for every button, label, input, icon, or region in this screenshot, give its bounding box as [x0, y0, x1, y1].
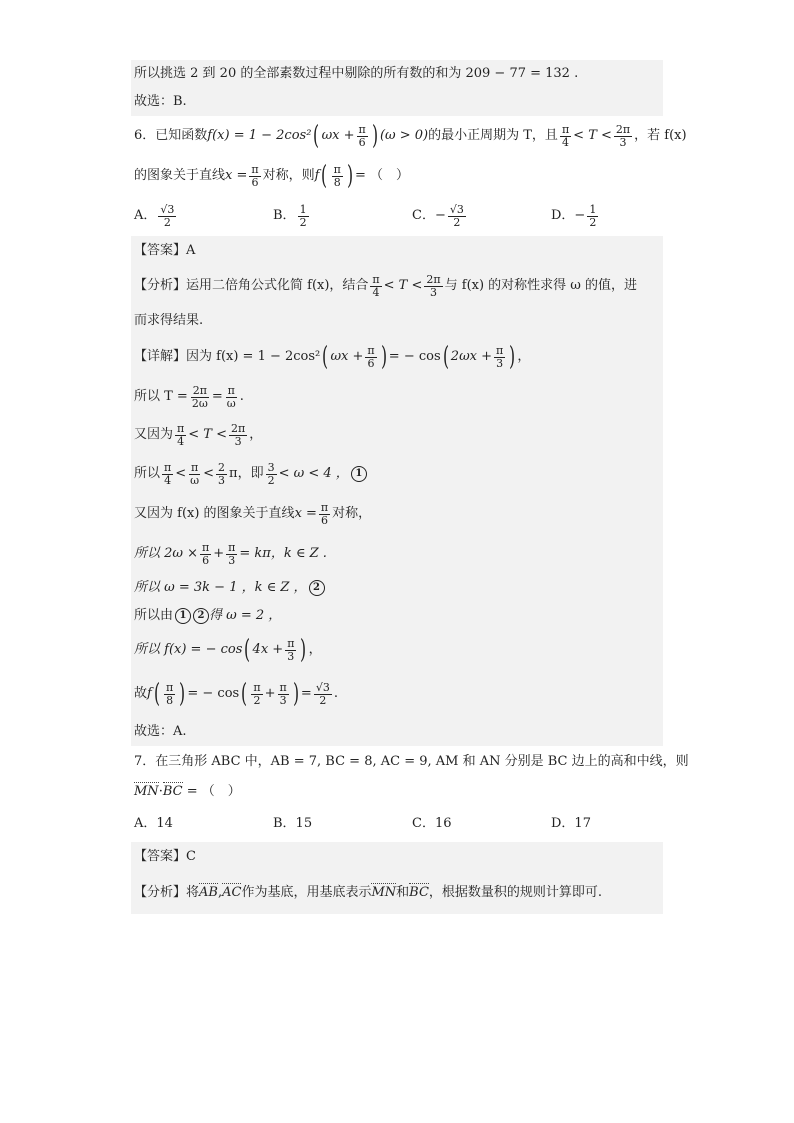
option-c[interactable]: C．16 [412, 816, 452, 831]
text: 6．已知函数 [134, 128, 208, 143]
detail-line-1: 【详解】因为 f(x) = 1 − 2cos² ( ωx + $\frac{\pi}{6}$ ) = − cos ( 2ωx + $\frac{\pi}{3}$ ) ， [131, 336, 663, 378]
detail-line-6: 所以 2ω × $\frac{\pi}{6}$ + $\frac{\pi}{3}$ = kπ，k ∈ Z . [131, 534, 663, 574]
paren: ( [313, 121, 320, 151]
detail-line-7: 所以 ω = 3k − 1 ，k ∈ Z ， 2 [131, 574, 663, 602]
fraction: $\frac{\pi}{8}$ [333, 162, 341, 189]
option-d[interactable]: D．17 [551, 816, 591, 831]
detail-line-9: 所以 f(x) = − cos ( 4x + $\frac{\pi}{3}$ ) ， [131, 630, 663, 670]
detail-line-8: 所以由 1 2 得 ω = 2 ， [131, 602, 663, 630]
question-6-options [131, 196, 663, 236]
option-c[interactable]: C．− $\frac{√3}{2}$ [412, 202, 464, 229]
question-7-line2: MN · BC = （ ） [134, 784, 241, 799]
math: x = [225, 168, 248, 183]
option-a[interactable]: A． $\frac{√3}{2}$ [134, 202, 175, 229]
circled-2: 2 [193, 608, 209, 624]
question-6 [131, 116, 687, 156]
detail-line-5: 又因为 f(x) 的图象关于直线 x = $\frac{\pi}{6}$ 对称， [131, 494, 663, 534]
text: 对称，则 [262, 168, 315, 183]
math: < T < [573, 128, 612, 143]
fraction: $\frac{2\pi}{3}$ [615, 122, 631, 149]
detail-line-11: 故选：A. [131, 718, 663, 746]
option-b[interactable]: B．15 [273, 816, 313, 831]
text: 的图象关于直线 [134, 168, 226, 183]
fraction: $\frac{\pi}{6}$ [251, 162, 259, 189]
math: f(x) = 1 − 2cos² [207, 128, 312, 143]
option-d[interactable]: D．− $\frac{1}{2}$ [551, 202, 597, 229]
question-6-line2: 的图象关于直线 x = $\frac{\pi}{6}$ 对称，则 f ( $\frac{\pi}{8}$ ) = （ ） [134, 161, 410, 191]
analysis-6-cont: 而求得结果. [131, 306, 663, 336]
fraction: $\frac{\pi}{6}$ [358, 122, 366, 149]
analysis-7: 【分析】将 AB , AC 作为基底，用基底表示 MN 和 BC ，根据数量积的规则计算即可. [131, 872, 663, 914]
math: f [314, 168, 320, 183]
text: = （ ） [354, 168, 410, 183]
circled-1: 1 [351, 466, 367, 482]
math: ωx + [321, 128, 355, 143]
detail-line-4: 所以 $\frac{\pi}{4}$ < $\frac{\pi}{\omega}$ < $\frac{2}{3}$ π ，即 $\frac{3}{2}$ < ω < 4 ， 1 [131, 454, 663, 494]
option-a[interactable]: A．14 [134, 816, 173, 831]
detail-line-2: 所以 T = $\frac{2\pi}{2\omega}$ = $\frac{\pi}{\omega}$ . [131, 378, 663, 416]
text-line [131, 88, 663, 116]
answer-6: 【答案】A [131, 236, 663, 266]
fraction: $\frac{\pi}{4}$ [561, 122, 570, 149]
text: 的最小正周期为 T，且 [428, 128, 558, 143]
circled-1: 1 [175, 608, 191, 624]
answer-7: 【答案】C [131, 842, 663, 872]
paren: ) [371, 121, 378, 151]
analysis-6: 【分析】运用二倍角公式化简 f(x)，结合 $\frac{\pi}{4}$ < T < $\frac{2\pi}{3}$ 与 f(x) 的对称性求得 ω 的值，进 [131, 266, 663, 306]
question-7-options [131, 806, 663, 842]
text: ，若 f(x) [634, 128, 687, 143]
math: (ω > 0) [379, 128, 429, 143]
circled-2: 2 [309, 580, 325, 596]
document-page [131, 60, 689, 914]
text-line [131, 60, 663, 88]
text: 故选：B. [134, 94, 187, 109]
detail-line-10: 故 f ( $\frac{\pi}{8}$ ) = − cos ( $\frac{\pi}{2}$ + $\frac{\pi}{3}$ ) = $\frac{√3}{2}$ . [131, 670, 663, 718]
text: 所以挑选 2 到 20 的全部素数过程中剔除的所有数的和为 209 − 77 = 132 . [134, 66, 579, 81]
question-7: 7．在三角形 ABC 中，AB = 7, BC = 8, AC = 9, AM 和 AN 分别是 BC 边上的高和中线，则 [134, 754, 689, 769]
detail-line-3: 又因为 $\frac{\pi}{4}$ < T < $\frac{2\pi}{3}$ ， [131, 416, 663, 454]
option-b[interactable]: B． $\frac{1}{2}$ [273, 202, 307, 229]
